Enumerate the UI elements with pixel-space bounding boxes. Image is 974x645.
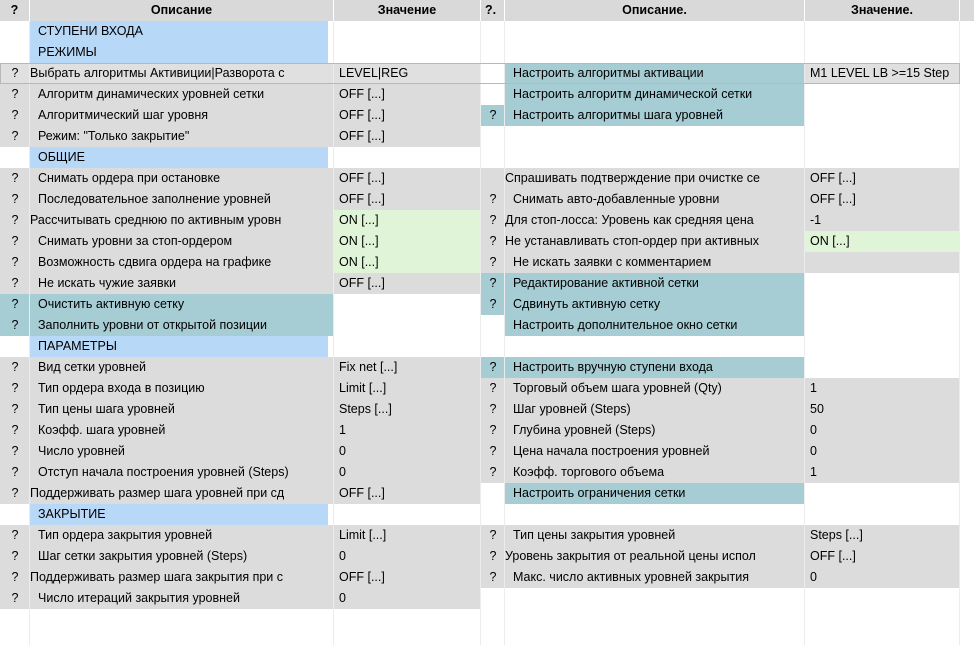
right-setting-value[interactable]: 0 [805,420,960,441]
left-setting-value[interactable]: 0 [334,441,481,462]
left-setting-value [334,147,481,168]
header-right-description[interactable]: Описание. [505,0,805,21]
right-setting-label: Снимать авто-добавленные уровни [505,189,805,210]
right-setting-label[interactable]: Настроить дополнительное окно сетки [505,315,805,336]
left-help-cell[interactable]: ? [0,105,30,126]
left-setting-label: Шаг сетки закрытия уровней (Steps) [30,546,334,567]
left-setting-value[interactable]: 1 [334,420,481,441]
right-setting-label[interactable]: Настроить алгоритм динамической сетки [505,84,805,105]
right-setting-value [805,21,960,42]
left-help-cell[interactable]: ? [0,84,30,105]
left-setting-value [334,336,481,357]
left-help-cell[interactable]: ? [0,399,30,420]
right-help-cell[interactable]: ? [481,399,505,420]
right-setting-value [805,126,960,147]
left-setting-label: Коэфф. шага уровней [30,420,334,441]
left-help-cell[interactable]: ? [0,273,30,294]
right-setting-value [805,294,960,315]
section-heading: ПАРАМЕТРЫ [30,336,328,357]
left-setting-value[interactable]: Limit [...] [334,378,481,399]
right-setting-value[interactable]: 1 [805,378,960,399]
left-setting-value[interactable]: OFF [...] [334,105,481,126]
left-setting-label: Поддерживать размер шага уровней при сд [30,483,334,504]
right-setting-label: Спрашивать подтверждение при очистке се [505,168,805,189]
left-setting-label: Алгоритм динамических уровней сетки [30,84,334,105]
right-help-cell [481,63,505,84]
section-heading: ЗАКРЫТИЕ [30,504,328,525]
grid-column-divider [959,21,960,645]
left-help-cell[interactable]: ? [0,315,30,336]
right-setting-value[interactable]: 0 [805,567,960,588]
left-help-cell[interactable]: ? [0,588,30,609]
right-help-cell [481,147,505,168]
left-setting-label: Возможность сдвига ордера на графике [30,252,334,273]
right-help-cell [481,588,505,609]
left-setting-value[interactable]: OFF [...] [334,189,481,210]
left-setting-value[interactable]: Limit [...] [334,525,481,546]
left-setting-label: Отступ начала построения уровней (Steps) [30,462,334,483]
right-setting-label[interactable]: Редактирование активной сетки [505,273,805,294]
left-help-cell[interactable]: ? [0,210,30,231]
right-setting-label[interactable]: Сдвинуть активную сетку [505,294,805,315]
right-setting-value [805,588,960,609]
right-setting-label: Уровень закрытия от реальной цены испол [505,546,805,567]
right-setting-value [805,84,960,105]
left-setting-label: Снимать уровни за стоп-ордером [30,231,334,252]
left-help-cell[interactable]: ? [0,189,30,210]
right-setting-label[interactable]: Настроить вручную ступени входа [505,357,805,378]
right-help-cell [481,84,505,105]
right-help-cell[interactable]: ? [481,546,505,567]
right-setting-value [805,504,960,525]
left-help-cell [0,21,30,42]
grid-column-divider [333,21,334,645]
right-setting-value [805,483,960,504]
right-setting-value [805,252,960,273]
section-heading: СТУПЕНИ ВХОДА [30,21,328,42]
right-setting-value[interactable]: ON [...] [805,231,960,252]
header-left-description[interactable]: Описание [30,0,334,21]
left-setting-label: Не искать чужие заявки [30,273,334,294]
right-setting-value[interactable]: Steps [...] [805,525,960,546]
left-setting-label: Тип ордера входа в позицию [30,378,334,399]
right-setting-label: Макс. число активных уровней закрытия [505,567,805,588]
right-setting-label: Шаг уровней (Steps) [505,399,805,420]
right-help-cell[interactable]: ? [481,462,505,483]
left-setting-label: Снимать ордера при остановке [30,168,334,189]
left-setting-value[interactable]: 0 [334,588,481,609]
left-help-cell [0,504,30,525]
right-help-cell[interactable]: ? [481,441,505,462]
right-help-cell[interactable]: ? [481,105,505,126]
right-setting-label [505,126,805,147]
left-setting-value [334,315,481,336]
left-help-cell [0,42,30,63]
left-setting-value[interactable]: Steps [...] [334,399,481,420]
left-setting-value [334,21,481,42]
left-setting-value[interactable]: 0 [334,546,481,567]
left-help-cell[interactable]: ? [0,126,30,147]
right-setting-value[interactable]: OFF [...] [805,168,960,189]
left-help-cell [0,147,30,168]
section-heading: РЕЖИМЫ [30,42,328,63]
right-help-cell [481,336,505,357]
left-help-cell[interactable]: ? [0,420,30,441]
left-setting-label: Режим: "Только закрытие" [30,126,334,147]
right-setting-label: Коэфф. торгового объема [505,462,805,483]
right-setting-label[interactable]: Настроить алгоритмы активации [505,63,805,84]
right-setting-label: Не устанавливать стоп-ордер при активных [505,231,805,252]
right-help-cell[interactable]: ? [481,420,505,441]
right-setting-value[interactable]: -1 [805,210,960,231]
left-setting-value[interactable]: OFF [...] [334,84,481,105]
left-setting-value[interactable]: Fix net [...] [334,357,481,378]
right-setting-label: Тип цены закрытия уровней [505,525,805,546]
right-setting-value [805,315,960,336]
left-setting-label: Тип цены шага уровней [30,399,334,420]
right-help-cell[interactable]: ? [481,231,505,252]
right-setting-label [505,147,805,168]
left-help-cell[interactable]: ? [0,294,30,315]
right-setting-value[interactable]: OFF [...] [805,546,960,567]
right-setting-value [805,147,960,168]
header-filler [960,0,974,21]
right-help-cell [481,483,505,504]
left-setting-label: Число уровней [30,441,334,462]
right-help-cell[interactable]: ? [481,567,505,588]
right-setting-value [805,42,960,63]
right-setting-label [505,42,805,63]
right-setting-label: Для стоп-лосса: Уровень как средняя цена [505,210,805,231]
left-setting-value[interactable]: ON [...] [334,252,481,273]
left-help-cell[interactable]: ? [0,378,30,399]
right-setting-value[interactable]: 0 [805,441,960,462]
left-help-cell[interactable]: ? [0,546,30,567]
right-setting-value [805,273,960,294]
right-setting-value [805,336,960,357]
right-setting-value[interactable]: 50 [805,399,960,420]
left-help-cell[interactable]: ? [0,441,30,462]
right-setting-label[interactable]: Настроить алгоритмы шага уровней [505,105,805,126]
left-setting-label: Выбрать алгоритмы Активиции|Разворота с [30,63,334,84]
right-help-cell[interactable]: ? [481,252,505,273]
right-setting-label [505,504,805,525]
grid-column-divider [29,21,30,645]
left-help-cell[interactable]: ? [0,63,30,84]
left-setting-value[interactable]: ON [...] [334,210,481,231]
right-setting-value[interactable]: 1 [805,462,960,483]
left-help-cell[interactable]: ? [0,525,30,546]
right-help-cell [481,21,505,42]
left-setting-label: Последовательное заполнение уровней [30,189,334,210]
left-setting-value[interactable]: 0 [334,462,481,483]
right-help-cell [481,42,505,63]
right-setting-label: Не искать заявки с комментарием [505,252,805,273]
left-setting-value[interactable]: OFF [...] [334,567,481,588]
left-setting-label: Тип ордера закрытия уровней [30,525,334,546]
left-setting-value [334,504,481,525]
left-setting-value [334,42,481,63]
section-heading: ОБЩИЕ [30,147,328,168]
right-setting-value[interactable]: M1 LEVEL LB >=15 Step [805,63,960,84]
right-help-cell [481,504,505,525]
left-help-cell[interactable]: ? [0,483,30,504]
right-setting-value[interactable]: OFF [...] [805,189,960,210]
grid-column-divider [804,21,805,645]
left-setting-value[interactable]: OFF [...] [334,126,481,147]
right-setting-label[interactable]: Настроить ограничения сетки [505,483,805,504]
right-setting-label: Глубина уровней (Steps) [505,420,805,441]
right-setting-value [805,357,960,378]
left-setting-value[interactable]: ON [...] [334,231,481,252]
left-help-cell[interactable]: ? [0,357,30,378]
left-setting-label: Рассчитывать среднюю по активным уровн [30,210,334,231]
left-help-cell [0,336,30,357]
right-help-cell[interactable]: ? [481,357,505,378]
grid-column-divider [504,21,505,645]
header-left-value[interactable]: Значение [334,0,481,21]
right-setting-value [805,105,960,126]
left-setting-value [334,294,481,315]
left-setting-value[interactable]: OFF [...] [334,168,481,189]
right-help-cell[interactable]: ? [481,525,505,546]
right-help-cell[interactable]: ? [481,294,505,315]
left-help-cell[interactable]: ? [0,168,30,189]
left-help-cell[interactable]: ? [0,567,30,588]
right-setting-label [505,336,805,357]
left-setting-label[interactable]: Заполнить уровни от открытой позиции [30,315,334,336]
right-help-cell[interactable]: ? [481,378,505,399]
right-help-cell[interactable]: ? [481,273,505,294]
header-left-question[interactable]: ? [0,0,30,21]
right-setting-label [505,21,805,42]
right-help-cell[interactable]: ? [481,189,505,210]
right-help-cell [481,168,505,189]
grid-column-divider [480,21,481,645]
left-setting-value[interactable]: OFF [...] [334,483,481,504]
left-setting-label: Число итераций закрытия уровней [30,588,334,609]
left-setting-label: Алгоритмический шаг уровня [30,105,334,126]
right-help-cell [481,315,505,336]
right-setting-label: Цена начала построения уровней [505,441,805,462]
left-help-cell[interactable]: ? [0,231,30,252]
right-help-cell [481,126,505,147]
left-setting-label: Вид сетки уровней [30,357,334,378]
left-setting-label: Поддерживать размер шага закрытия при с [30,567,334,588]
left-help-cell[interactable]: ? [0,462,30,483]
right-help-cell[interactable]: ? [481,210,505,231]
left-setting-value[interactable]: LEVEL|REG [334,63,481,84]
left-setting-label[interactable]: Очистить активную сетку [30,294,334,315]
right-setting-label: Торговый объем шага уровней (Qty) [505,378,805,399]
left-help-cell[interactable]: ? [0,252,30,273]
right-setting-label [505,588,805,609]
header-right-value[interactable]: Значение. [805,0,960,21]
left-setting-value[interactable]: OFF [...] [334,273,481,294]
header-right-question[interactable]: ?. [481,0,505,21]
